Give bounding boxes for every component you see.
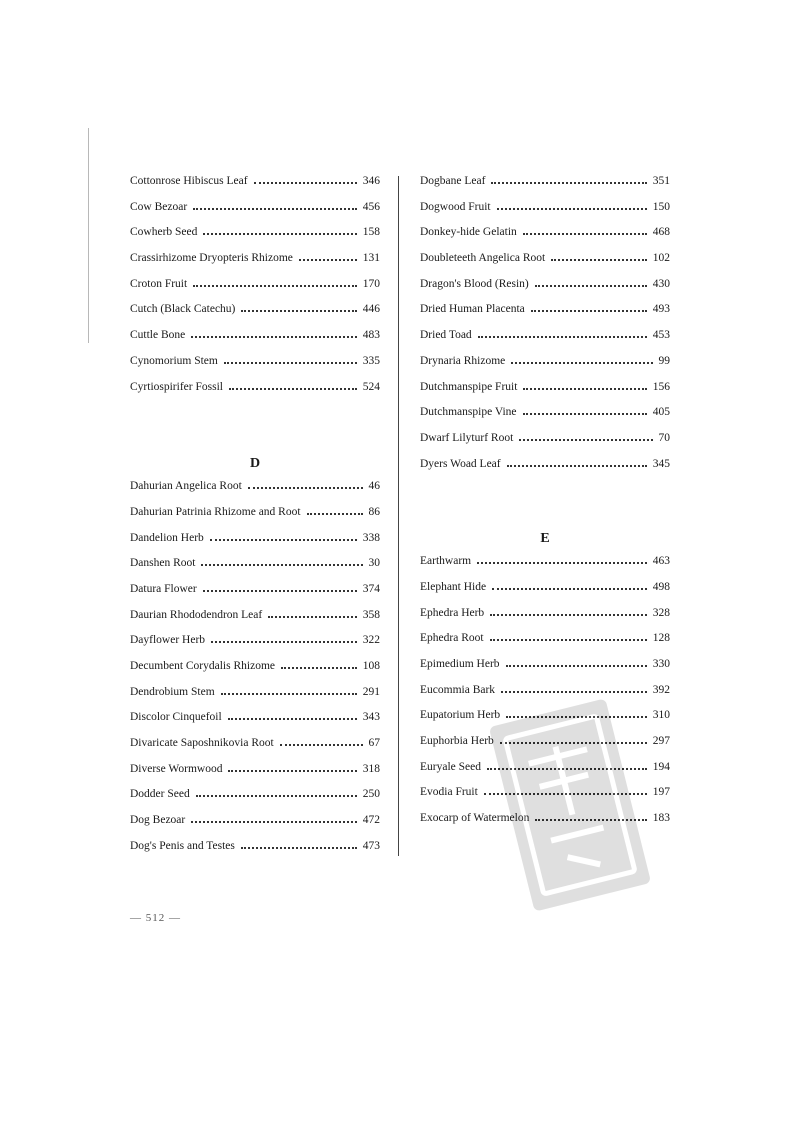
index-entry [130, 634, 380, 660]
entry-page-number: 374 [362, 582, 380, 595]
dot-leader [201, 564, 362, 566]
entry-page-number: 86 [368, 505, 380, 518]
entry-page-number: 46 [368, 480, 380, 493]
dot-leader [211, 641, 357, 643]
entry-name: Crassirhizome Dryopteris Rhizome [130, 252, 293, 265]
entry-name: Dodder Seed [130, 788, 190, 801]
entry-page-number: 197 [652, 786, 670, 799]
entry-name: Dandelion Herb [130, 531, 204, 544]
entry-name: Cutch (Black Catechu) [130, 303, 236, 316]
dot-leader [254, 182, 357, 184]
dot-leader [221, 693, 357, 695]
entry-page-number: 524 [362, 380, 380, 393]
index-entry [130, 660, 380, 686]
entry-name: Diverse Wormwood [130, 762, 223, 775]
index-entry [130, 609, 380, 635]
index-entry [420, 581, 670, 607]
entry-name: Ephedra Herb [420, 606, 485, 619]
entry-page-number: 456 [362, 200, 380, 213]
dot-leader [241, 310, 356, 312]
index-entry [130, 355, 380, 381]
index-entry [420, 458, 670, 484]
index-entry [130, 381, 380, 407]
index-entry [420, 226, 670, 252]
index-entry [130, 557, 380, 583]
entry-page-number: 330 [652, 658, 670, 670]
dot-leader [507, 465, 647, 467]
index-entry [420, 355, 670, 381]
dot-leader [280, 744, 363, 746]
entry-name: Epimedium Herb [420, 658, 500, 670]
dot-leader [228, 718, 357, 720]
entry-name: Evodia Fruit [420, 786, 478, 799]
dot-leader [281, 667, 357, 669]
entry-page-number: 328 [652, 606, 670, 619]
entry-name: Elephant Hide [420, 580, 487, 593]
dot-leader [523, 233, 647, 235]
dot-leader [478, 336, 647, 338]
entry-page-number: 346 [362, 175, 380, 187]
dot-leader [551, 259, 647, 261]
dot-leader [492, 588, 647, 590]
entry-name: Euphorbia Herb [420, 735, 494, 748]
index-entry [420, 175, 670, 201]
entry-page-number: 453 [652, 329, 670, 342]
entry-page-number: 472 [362, 814, 380, 827]
index-entry [420, 329, 670, 355]
entry-name: Dogwood Fruit [420, 200, 491, 213]
entry-page-number: 493 [652, 303, 670, 316]
index-entry [130, 480, 380, 506]
entry-page-number: 473 [362, 839, 380, 852]
index-entry [420, 607, 670, 633]
index-entry [420, 632, 670, 658]
entry-page-number: 345 [652, 457, 670, 470]
entry-name: Danshen Root [130, 557, 196, 570]
entry-page-number: 108 [362, 660, 380, 672]
index-entry [420, 303, 670, 329]
entry-page-number: 351 [652, 175, 670, 187]
entry-page-number: 250 [362, 788, 380, 801]
entry-name: Discolor Cinquefoil [130, 711, 222, 724]
entry-name: Cottonrose Hibiscus Leaf [130, 175, 248, 187]
index-entry [130, 175, 380, 201]
entry-name: Euryale Seed [420, 760, 481, 773]
index-entry [420, 252, 670, 278]
entry-name: Dragon's Blood (Resin) [420, 277, 529, 290]
dot-leader [193, 208, 357, 210]
entry-name: Dog Bezoar [130, 814, 186, 827]
dot-leader [490, 639, 647, 641]
entry-page-number: 194 [652, 760, 670, 773]
dot-leader [268, 616, 357, 618]
entry-name: Dog's Penis and Testes [130, 839, 235, 852]
entry-page-number: 405 [652, 406, 670, 419]
dot-leader [490, 614, 647, 616]
index-entry [130, 278, 380, 304]
index-entry [130, 226, 380, 252]
dot-leader [210, 539, 357, 541]
entry-name: Cyrtiospirifer Fossil [130, 380, 223, 393]
entry-name: Eupatorium Herb [420, 709, 501, 722]
entry-page-number: 310 [652, 709, 670, 722]
entry-page-number: 131 [362, 252, 380, 265]
entry-page-number: 128 [652, 632, 670, 645]
entry-page-number: 343 [362, 711, 380, 724]
dot-leader [191, 336, 356, 338]
index-entry [130, 737, 380, 763]
binding-edge-line [88, 128, 89, 343]
entry-name: Earthwarm [420, 555, 472, 568]
index-entry [130, 506, 380, 532]
dot-leader [531, 310, 647, 312]
entry-page-number: 358 [362, 608, 380, 621]
dot-leader [523, 413, 647, 415]
entry-name: Cow Bezoar [130, 200, 188, 213]
entry-name: Eucommia Bark [420, 683, 496, 696]
entry-name: Donkey-hide Gelatin [420, 226, 517, 239]
dot-leader [224, 362, 357, 364]
entry-name: Dogbane Leaf [420, 175, 486, 187]
index-column-left [130, 175, 380, 866]
entry-name: Dutchmanspipe Vine [420, 406, 517, 419]
dot-leader [203, 233, 356, 235]
entry-page-number: 170 [362, 277, 380, 290]
entry-page-number: 156 [652, 380, 670, 393]
dot-leader [497, 208, 647, 210]
entry-page-number: 468 [652, 226, 670, 239]
entry-name: Divaricate Saposhnikovia Root [130, 737, 274, 750]
entry-name: Dutchmanspipe Fruit [420, 380, 518, 393]
entry-page-number: 430 [652, 277, 670, 290]
dot-leader [523, 388, 646, 390]
entry-name: Dyers Woad Leaf [420, 457, 501, 470]
dot-leader [193, 285, 357, 287]
dot-leader [477, 562, 647, 564]
entry-name: Croton Fruit [130, 277, 188, 290]
index-entry [130, 303, 380, 329]
index-entry [420, 684, 670, 710]
index-entry [130, 763, 380, 789]
dot-leader [191, 821, 357, 823]
index-entry [420, 406, 670, 432]
entry-name: Doubleteeth Angelica Root [420, 252, 546, 265]
dot-leader [519, 439, 652, 441]
index-entry [420, 381, 670, 407]
entry-name: Ephedra Root [420, 632, 484, 645]
entry-page-number: 463 [652, 555, 670, 568]
dot-leader [203, 590, 357, 592]
index-entry [420, 432, 670, 458]
entry-page-number: 291 [362, 685, 380, 698]
d-entries-continued-group [420, 175, 670, 483]
page-number: — 512 — [130, 912, 181, 924]
entry-page-number: 67 [368, 737, 380, 750]
entry-name: Dried Human Placenta [420, 303, 525, 316]
dot-leader [501, 691, 647, 693]
entry-page-number: 297 [652, 735, 670, 748]
index-entry [130, 711, 380, 737]
entry-name: Dried Toad [420, 329, 472, 342]
entry-name: Datura Flower [130, 582, 197, 595]
dot-leader [491, 182, 646, 184]
entry-page-number: 446 [362, 303, 380, 316]
entry-page-number: 335 [362, 354, 380, 367]
entry-page-number: 102 [652, 252, 670, 265]
entry-page-number: 498 [652, 580, 670, 593]
entry-page-number: 70 [658, 431, 670, 444]
index-entry [130, 788, 380, 814]
entry-name: Dahurian Angelica Root [130, 480, 242, 493]
index-entry [130, 201, 380, 227]
dot-leader [196, 795, 357, 797]
index-entry [130, 840, 380, 866]
dot-leader [248, 487, 363, 489]
entry-name: Decumbent Corydalis Rhizome [130, 660, 275, 672]
index-entry [130, 532, 380, 558]
entry-page-number: 150 [652, 200, 670, 213]
dot-leader [241, 847, 357, 849]
index-entry [130, 814, 380, 840]
entry-name: Cuttle Bone [130, 329, 186, 342]
entry-name: Dahurian Patrinia Rhizome and Root [130, 505, 301, 518]
dot-leader [511, 362, 652, 364]
entry-page-number: 99 [658, 354, 670, 367]
section-heading-e: E [540, 531, 550, 547]
index-entry [420, 278, 670, 304]
index-entry [420, 555, 670, 581]
index-entry [130, 252, 380, 278]
dot-leader [506, 665, 647, 667]
dot-leader [299, 259, 357, 261]
entry-name: Dayflower Herb [130, 634, 206, 647]
entry-name: Dendrobium Stem [130, 685, 215, 698]
entry-page-number: 483 [362, 329, 380, 342]
entry-name: Daurian Rhododendron Leaf [130, 608, 263, 621]
dot-leader [307, 513, 363, 515]
entry-page-number: 30 [368, 557, 380, 570]
entry-name: Cowherb Seed [130, 226, 198, 239]
entry-page-number: 183 [652, 812, 670, 825]
dot-leader [229, 388, 357, 390]
entry-page-number: 392 [652, 683, 670, 696]
entry-page-number: 158 [362, 226, 380, 239]
entry-page-number: 338 [362, 531, 380, 544]
d-entries-group [130, 480, 380, 865]
dot-leader [535, 285, 647, 287]
entry-page-number: 322 [362, 634, 380, 647]
entry-name: Drynaria Rhizome [420, 354, 506, 367]
entry-name: Exocarp of Watermelon [420, 812, 530, 825]
section-heading-d: D [249, 456, 261, 472]
c-entries-group [130, 175, 380, 406]
dot-leader [228, 770, 356, 772]
entry-name: Dwarf Lilyturf Root [420, 431, 514, 444]
column-divider [398, 176, 399, 856]
index-entry [130, 686, 380, 712]
index-entry [130, 329, 380, 355]
index-entry [130, 583, 380, 609]
index-entry [420, 201, 670, 227]
entry-page-number: 318 [362, 762, 380, 775]
entry-name: Cynomorium Stem [130, 354, 218, 367]
index-entry [420, 658, 670, 684]
